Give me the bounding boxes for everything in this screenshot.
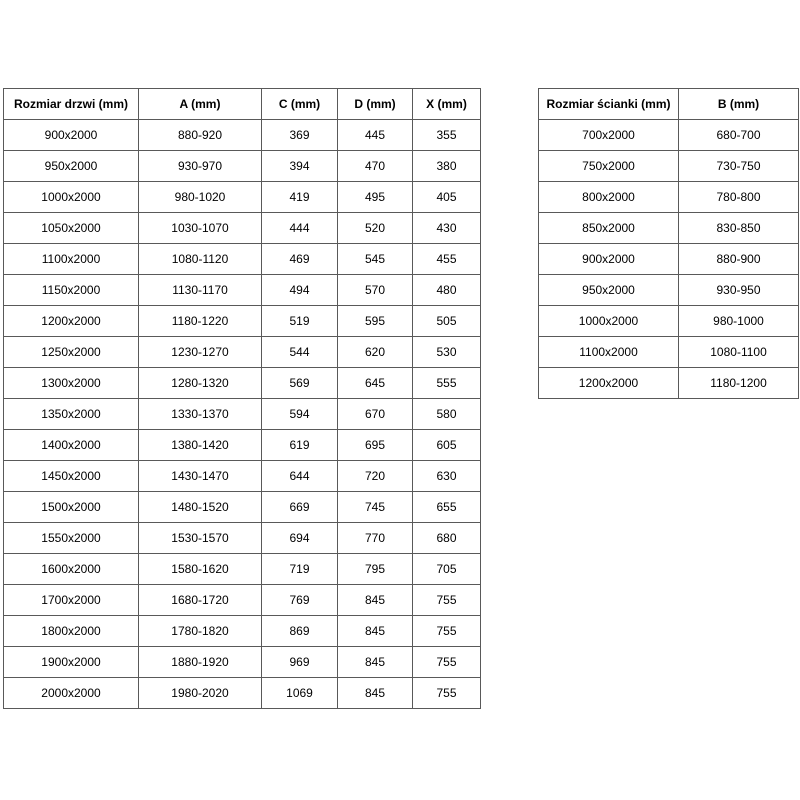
table-cell: 795 bbox=[338, 554, 413, 585]
table-cell: 1700x2000 bbox=[4, 585, 139, 616]
table-row bbox=[4, 430, 481, 461]
column-header: C (mm) bbox=[262, 89, 338, 120]
table-header-row bbox=[4, 89, 481, 120]
table-cell: 580 bbox=[413, 399, 481, 430]
table-cell: 455 bbox=[413, 244, 481, 275]
table-cell: 900x2000 bbox=[4, 120, 139, 151]
table-cell: 1780-1820 bbox=[139, 616, 262, 647]
table-cell: 670 bbox=[338, 399, 413, 430]
table-cell: 1580-1620 bbox=[139, 554, 262, 585]
column-header: A (mm) bbox=[139, 89, 262, 120]
table-cell: 594 bbox=[262, 399, 338, 430]
table-cell: 1069 bbox=[262, 678, 338, 709]
table-row bbox=[4, 399, 481, 430]
table-row bbox=[539, 213, 799, 244]
table-cell: 930-970 bbox=[139, 151, 262, 182]
table-cell: 1300x2000 bbox=[4, 368, 139, 399]
table-cell: 1080-1120 bbox=[139, 244, 262, 275]
door-size-table-head bbox=[4, 89, 481, 120]
table-cell: 1100x2000 bbox=[4, 244, 139, 275]
table-cell: 405 bbox=[413, 182, 481, 213]
table-cell: 1230-1270 bbox=[139, 337, 262, 368]
table-cell: 900x2000 bbox=[539, 244, 679, 275]
table-cell: 1000x2000 bbox=[539, 306, 679, 337]
table-cell: 505 bbox=[413, 306, 481, 337]
door-size-table bbox=[3, 88, 481, 709]
table-cell: 720 bbox=[338, 461, 413, 492]
table-cell: 545 bbox=[338, 244, 413, 275]
table-row bbox=[4, 244, 481, 275]
table-cell: 680 bbox=[413, 523, 481, 554]
table-cell: 1100x2000 bbox=[539, 337, 679, 368]
table-cell: 880-920 bbox=[139, 120, 262, 151]
table-cell: 669 bbox=[262, 492, 338, 523]
table-cell: 1500x2000 bbox=[4, 492, 139, 523]
table-cell: 1400x2000 bbox=[4, 430, 139, 461]
table-row bbox=[539, 182, 799, 213]
table-cell: 570 bbox=[338, 275, 413, 306]
table-cell: 470 bbox=[338, 151, 413, 182]
table-row bbox=[539, 306, 799, 337]
table-row bbox=[4, 275, 481, 306]
table-cell: 1430-1470 bbox=[139, 461, 262, 492]
table-cell: 770 bbox=[338, 523, 413, 554]
table-cell: 605 bbox=[413, 430, 481, 461]
table-header-row bbox=[539, 89, 799, 120]
table-cell: 1200x2000 bbox=[4, 306, 139, 337]
table-cell: 845 bbox=[338, 647, 413, 678]
table-cell: 419 bbox=[262, 182, 338, 213]
wall-size-table-body bbox=[539, 120, 799, 399]
table-cell: 694 bbox=[262, 523, 338, 554]
table-cell: 950x2000 bbox=[4, 151, 139, 182]
table-cell: 695 bbox=[338, 430, 413, 461]
table-cell: 845 bbox=[338, 616, 413, 647]
table-cell: 869 bbox=[262, 616, 338, 647]
table-cell: 755 bbox=[413, 647, 481, 678]
table-cell: 630 bbox=[413, 461, 481, 492]
table-cell: 1550x2000 bbox=[4, 523, 139, 554]
table-cell: 644 bbox=[262, 461, 338, 492]
table-cell: 530 bbox=[413, 337, 481, 368]
table-row bbox=[539, 244, 799, 275]
table-cell: 1880-1920 bbox=[139, 647, 262, 678]
table-row bbox=[4, 213, 481, 244]
table-cell: 1450x2000 bbox=[4, 461, 139, 492]
table-cell: 700x2000 bbox=[539, 120, 679, 151]
table-cell: 930-950 bbox=[679, 275, 799, 306]
table-cell: 1680-1720 bbox=[139, 585, 262, 616]
table-cell: 520 bbox=[338, 213, 413, 244]
table-cell: 745 bbox=[338, 492, 413, 523]
table-cell: 850x2000 bbox=[539, 213, 679, 244]
table-cell: 680-700 bbox=[679, 120, 799, 151]
table-cell: 980-1020 bbox=[139, 182, 262, 213]
column-header: B (mm) bbox=[679, 89, 799, 120]
column-header: X (mm) bbox=[413, 89, 481, 120]
table-cell: 755 bbox=[413, 678, 481, 709]
door-size-table-body bbox=[4, 120, 481, 709]
table-cell: 1180-1200 bbox=[679, 368, 799, 399]
table-row bbox=[4, 182, 481, 213]
wall-size-table bbox=[538, 88, 799, 399]
table-cell: 519 bbox=[262, 306, 338, 337]
table-row bbox=[539, 151, 799, 182]
table-row bbox=[4, 461, 481, 492]
table-cell: 969 bbox=[262, 647, 338, 678]
table-cell: 1030-1070 bbox=[139, 213, 262, 244]
table-cell: 595 bbox=[338, 306, 413, 337]
table-cell: 769 bbox=[262, 585, 338, 616]
table-cell: 445 bbox=[338, 120, 413, 151]
table-cell: 1380-1420 bbox=[139, 430, 262, 461]
table-row bbox=[539, 337, 799, 368]
table-row bbox=[4, 523, 481, 554]
table-cell: 830-850 bbox=[679, 213, 799, 244]
table-cell: 780-800 bbox=[679, 182, 799, 213]
table-row bbox=[4, 585, 481, 616]
table-cell: 555 bbox=[413, 368, 481, 399]
table-cell: 1150x2000 bbox=[4, 275, 139, 306]
table-cell: 1050x2000 bbox=[4, 213, 139, 244]
table-cell: 1980-2020 bbox=[139, 678, 262, 709]
table-cell: 1600x2000 bbox=[4, 554, 139, 585]
column-header: Rozmiar drzwi (mm) bbox=[4, 89, 139, 120]
table-row bbox=[4, 678, 481, 709]
table-cell: 1350x2000 bbox=[4, 399, 139, 430]
table-row bbox=[4, 616, 481, 647]
table-cell: 645 bbox=[338, 368, 413, 399]
table-row bbox=[539, 275, 799, 306]
table-row bbox=[4, 492, 481, 523]
table-cell: 1180-1220 bbox=[139, 306, 262, 337]
table-cell: 394 bbox=[262, 151, 338, 182]
table-row bbox=[539, 120, 799, 151]
table-row bbox=[4, 120, 481, 151]
table-cell: 1250x2000 bbox=[4, 337, 139, 368]
table-cell: 1130-1170 bbox=[139, 275, 262, 306]
table-cell: 655 bbox=[413, 492, 481, 523]
table-cell: 880-900 bbox=[679, 244, 799, 275]
table-cell: 845 bbox=[338, 678, 413, 709]
table-cell: 1330-1370 bbox=[139, 399, 262, 430]
table-cell: 755 bbox=[413, 616, 481, 647]
table-cell: 380 bbox=[413, 151, 481, 182]
table-cell: 1800x2000 bbox=[4, 616, 139, 647]
table-cell: 845 bbox=[338, 585, 413, 616]
table-cell: 469 bbox=[262, 244, 338, 275]
table-cell: 569 bbox=[262, 368, 338, 399]
column-header: D (mm) bbox=[338, 89, 413, 120]
table-row bbox=[4, 647, 481, 678]
table-cell: 1200x2000 bbox=[539, 368, 679, 399]
table-cell: 719 bbox=[262, 554, 338, 585]
table-cell: 1900x2000 bbox=[4, 647, 139, 678]
table-cell: 755 bbox=[413, 585, 481, 616]
table-row bbox=[539, 368, 799, 399]
table-cell: 705 bbox=[413, 554, 481, 585]
table-cell: 494 bbox=[262, 275, 338, 306]
table-row bbox=[4, 554, 481, 585]
table-row bbox=[4, 151, 481, 182]
table-cell: 619 bbox=[262, 430, 338, 461]
table-row bbox=[4, 306, 481, 337]
table-cell: 1480-1520 bbox=[139, 492, 262, 523]
table-cell: 1000x2000 bbox=[4, 182, 139, 213]
table-cell: 980-1000 bbox=[679, 306, 799, 337]
table-cell: 800x2000 bbox=[539, 182, 679, 213]
table-cell: 369 bbox=[262, 120, 338, 151]
table-cell: 444 bbox=[262, 213, 338, 244]
table-cell: 2000x2000 bbox=[4, 678, 139, 709]
table-cell: 620 bbox=[338, 337, 413, 368]
table-cell: 1280-1320 bbox=[139, 368, 262, 399]
table-cell: 495 bbox=[338, 182, 413, 213]
table-row bbox=[4, 337, 481, 368]
table-cell: 355 bbox=[413, 120, 481, 151]
table-cell: 1530-1570 bbox=[139, 523, 262, 554]
table-row bbox=[4, 368, 481, 399]
table-cell: 730-750 bbox=[679, 151, 799, 182]
table-cell: 544 bbox=[262, 337, 338, 368]
table-cell: 480 bbox=[413, 275, 481, 306]
table-cell: 430 bbox=[413, 213, 481, 244]
column-header: Rozmiar ścianki (mm) bbox=[539, 89, 679, 120]
wall-size-table-head bbox=[539, 89, 799, 120]
table-cell: 1080-1100 bbox=[679, 337, 799, 368]
table-cell: 950x2000 bbox=[539, 275, 679, 306]
table-cell: 750x2000 bbox=[539, 151, 679, 182]
